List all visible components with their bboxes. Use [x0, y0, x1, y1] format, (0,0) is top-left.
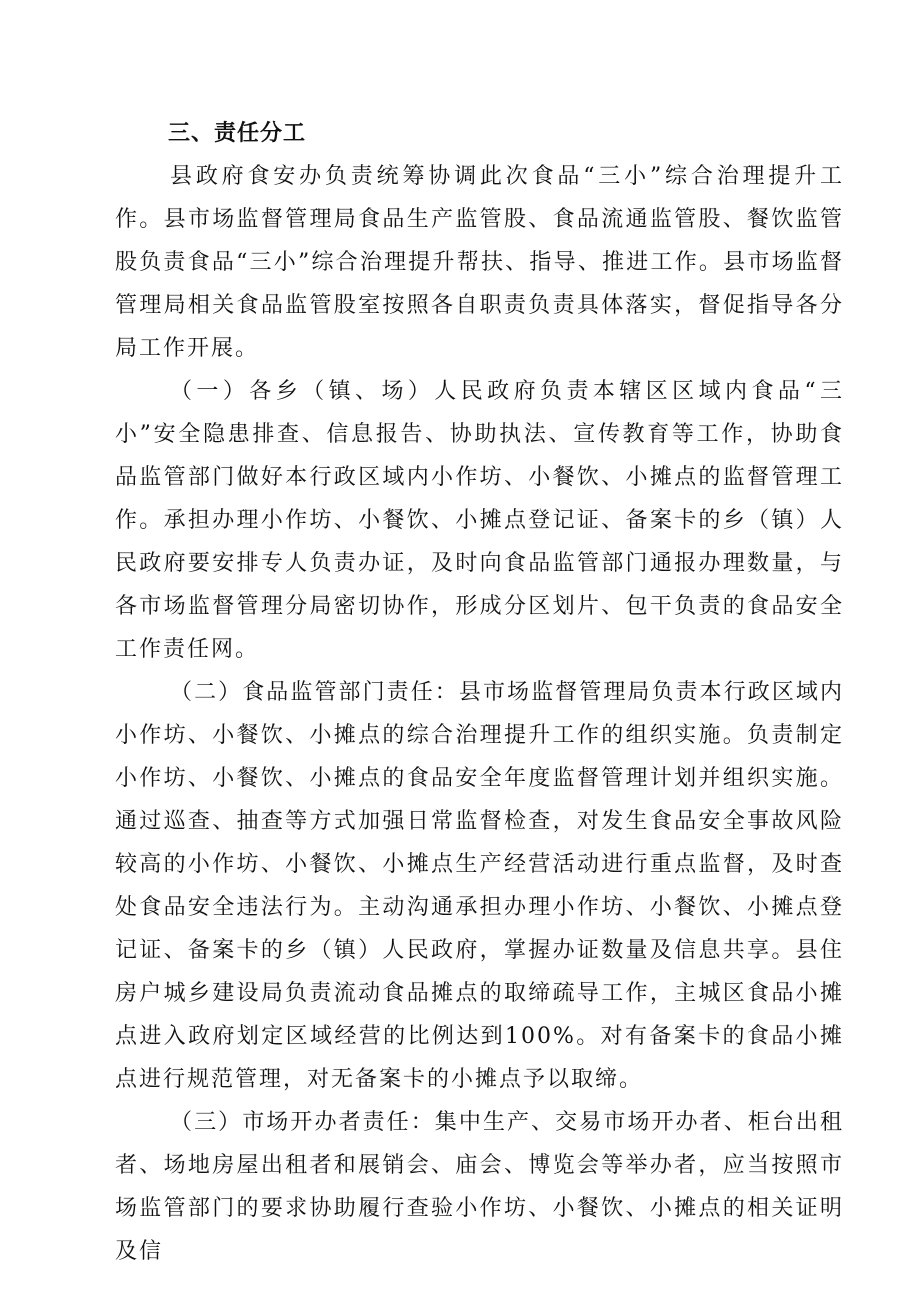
paragraph-food-supervision: （二）食品监管部门责任：县市场监督管理局负责本行政区域内小作坊、小餐饮、小摊点的综合治理提升工作的组织实施。负责制定小作坊、小餐饮、小摊点的食品安全年度监督管理计划并组织实施。通过巡查、抽查等方式加强日常监督检查，对发生食品安全事故风险较高的小作坊、小餐饮、小摊点生产经营活动进行重点监督，及时查处食品安全违法行为。主动沟通承担办理小作坊、小餐饮、小摊点登记证、备案卡的乡（镇）人民政府，掌握办证数量及信息共享。县住房户城乡建设局负责流动食品摊点的取缔疏导工作，主城区食品小摊点进入政府划定区域经营的比例达到100%。对有备案卡的食品小摊点进行规范管理，对无备案卡的小摊点予以取缔。: [115, 680, 844, 1092]
paragraph-market-operator: （三）市场开办者责任：集中生产、交易市场开办者、柜台出租者、场地房屋出租者和展销会、庙会、博览会等举办者，应当按照市场监管部门的要求协助履行查验小作坊、小餐饮、小摊点的相关证明及信: [115, 1110, 844, 1264]
section-heading: 三、责任分工: [168, 121, 307, 146]
paragraph-overview: 县政府食安办负责统筹协调此次食品“三小”综合治理提升工作。县市场监督管理局食品生产监管股、食品流通监管股、餐饮监管股负责食品“三小”综合治理提升帮扶、指导、推进工作。县市场监督管理局相关食品监管股室按照各自职责负责具体落实，督促指导各分局工作开展。: [115, 164, 844, 361]
paragraph-township-government: （一）各乡（镇、场）人民政府负责本辖区区域内食品“三小”安全隐患排查、信息报告、协助执法、宣传教育等工作，协助食品监管部门做好本行政区域内小作坊、小餐饮、小摊点的监督管理工作。承担办理小作坊、小餐饮、小摊点登记证、备案卡的乡（镇）人民政府要安排专人负责办证，及时向食品监管部门通报办理数量，与各市场监督管理分局密切协作，形成分区划片、包干负责的食品安全工作责任网。: [115, 379, 844, 662]
